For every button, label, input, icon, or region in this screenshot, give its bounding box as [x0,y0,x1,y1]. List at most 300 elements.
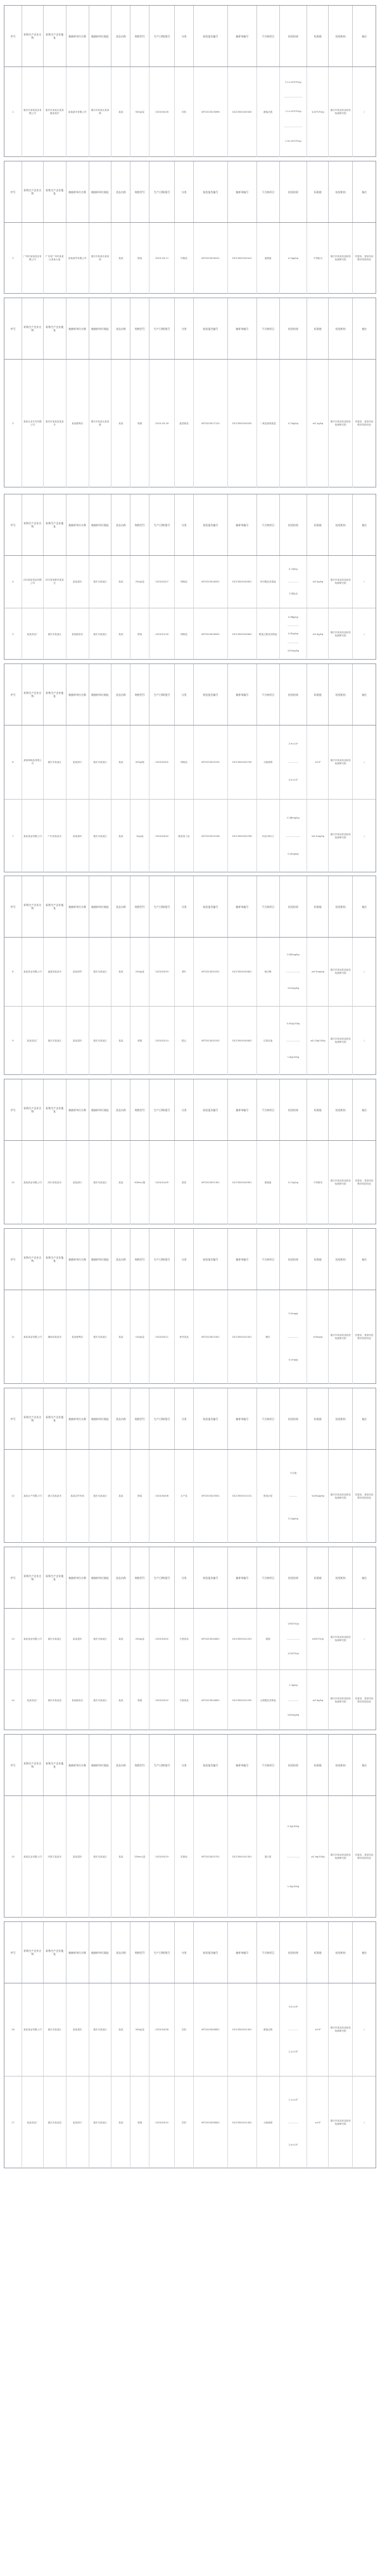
cell-sample-no: DC23500100802 [228,1007,257,1075]
cell-report: WT2023019106 [194,800,228,873]
table-row [4,1609,376,1670]
cell-spec: 散装 [130,608,149,660]
table-row [4,360,376,487]
cell-report: WT2023018002 [194,608,228,660]
column-header: 被抽样单位名称 [66,1229,89,1290]
column-header: 食品名称 [111,1388,130,1449]
cell-item: 菌落总数 [257,1983,280,2076]
cell-lab: 重庆市食品药品检验检测研究院 [329,1796,353,1918]
cell-sampled-addr: 重庆市某某区 [89,608,112,660]
column-header: 标准值 [307,6,329,66]
cell-sampled: 某某商行 [66,726,89,799]
cell-lab: 重庆市食品药品检验检测研究院 [329,556,353,608]
column-header: 食品名称 [111,1079,130,1140]
column-header: 生产日期/批号 [149,6,175,66]
column-header: 检验机构 [329,161,353,222]
cell-address: 重庆市某某县 [44,2077,66,2169]
table-header [4,1922,376,1983]
report-table [4,1228,376,1384]
column-header: 检验报告编号 [194,1922,228,1983]
table-header [4,298,376,360]
column-header: 序号 [4,1547,22,1608]
cell-company: 某某食品有限公司 [22,1983,44,2076]
cell-date: 2023/03/02 [149,1609,175,1669]
result-value: 140mg/kg [287,1713,300,1716]
column-header: 生产日期/批号 [149,494,175,555]
cell-address: 福建省某某市 [44,938,66,1006]
cell-sampled: 某某商贸有限公司 [66,223,89,294]
column-header: 被抽样单位地址 [89,664,112,725]
cell-cat: 酒类 [175,1141,194,1224]
cell-sampled: 某某农贸市场 [66,1450,89,1543]
cell-cat: 乳制品 [175,1796,194,1918]
column-header: 抽样单编号 [228,494,257,555]
cell-report: WT2023024602 [194,1670,228,1731]
result-value: 0.81g/kg [288,626,299,643]
cell-no: 10 [4,1141,22,1224]
column-header: 标称生产企业名称 [22,1388,44,1449]
column-header: 序号 [4,664,22,725]
cell-std: ≤0.25g/100g [307,1007,329,1075]
result-value: 1.9g/100g [287,1885,300,1888]
cell-std: ≤0.5g/kg [307,556,329,608]
cell-sample-no: DC23500101101 [228,1450,257,1543]
cell-cat: 调味品 [175,556,194,608]
cell-no: 7 [4,800,22,873]
cell-date: 2023-03-18 [149,360,175,487]
cell-company: 某某调味品有限公司 [22,726,44,799]
column-header: 检验机构 [329,298,353,359]
cell-cat: 调味品 [175,726,194,799]
cell-food: 某某 [111,1450,130,1543]
column-header: 检验结果 [280,1229,308,1290]
result-cell [280,1450,308,1543]
column-header: 被抽样单位名称 [66,1735,89,1795]
column-header: 标准值 [307,1079,329,1140]
column-header: 标准值 [307,664,329,725]
column-header: 被抽样单位名称 [66,664,89,725]
result-value: 110CFU/g [288,1652,299,1655]
cell-item: 霉菌 [257,1609,280,1669]
cell-food: 某某 [111,223,130,294]
cell-std: ≤10⁴ [307,1983,329,2076]
cell-spec: 称重 [130,2077,149,2169]
cell-report: WT2023022401 [194,1290,228,1384]
cell-sample-no: DC23500100345 [228,67,257,157]
column-header: 标称生产企业地址 [44,161,66,222]
cell-address: 重庆市某某区 [44,726,66,799]
cell-address: 四川省某某市 [44,1141,66,1224]
column-header: 标称生产企业名称 [22,664,44,725]
cell-sampled-addr: 重庆市某某区 [89,1290,112,1384]
cell-item: 苯甲酸及其钠盐 [257,556,280,608]
cell-food: 某某 [111,67,130,157]
cell-company: 某某乳业有限公司 [22,1796,44,1918]
cell-item: 氯霉素 [257,223,280,294]
cell-cat: 肉制品 [175,223,194,294]
cell-no: 12 [4,1450,22,1543]
result-value: 0.25g/kg [288,422,298,425]
cell-address: 重庆市某某县某某乡 [44,360,66,487]
column-header: 生产日期/批号 [149,1735,175,1795]
cell-spec: 1kg/袋 [130,800,149,873]
column-header: 生产日期/批号 [149,664,175,725]
result-value: 1.1×10³ [288,2078,299,2123]
result-value: 120mg/kg [287,986,300,990]
table-header [4,876,376,938]
column-header: 备注 [362,34,367,38]
cell-company: 四川某某食品有限公司 [22,556,44,608]
cell-std: 不得使用 [307,1141,329,1224]
cell-food: 某某 [111,2077,130,2169]
cell-sampled: 某某酒行 [66,1141,89,1224]
column-header: 检验机构 [329,6,353,66]
column-header: 检验机构 [329,1547,353,1608]
column-header: 不合格项目 [257,6,280,66]
cell-cat: 茶叶 [175,938,194,1006]
cell-no: 8 [4,938,22,1006]
column-header: 序号 [4,1388,22,1449]
cell-sample-no: DC23500100801 [228,938,257,1006]
result-cell [280,1007,308,1075]
column-header: 抽样单编号 [228,1229,257,1290]
report-table [4,494,376,660]
column-header: 检验结果 [280,664,308,725]
cell-sampled: 某某便利店 [66,1290,89,1384]
column-header: 规格型号 [130,1388,149,1449]
cell-item: 铅(以Pb计) [257,800,280,873]
cell-spec: 500g/袋 [130,67,149,157]
cell-address: 重庆市某某县 [44,1670,66,1731]
cell-std: ≤0.5mg/kg [307,938,329,1006]
column-header: 食品名称 [111,1922,130,1983]
cell-address: 四川省成都市某某区 [44,556,66,608]
cell-note: / [364,1039,365,1042]
cell-company: 某某食品厂 [22,1007,44,1075]
table-header [4,1547,376,1609]
cell-lab: 重庆市食品药品检验检测研究院 [329,360,353,487]
table-header [4,664,376,726]
cell-food: 某某 [111,608,130,660]
cell-spec: 散装 [130,1450,149,1543]
cell-sampled: 某某超市 [66,556,89,608]
cell-food: 某某 [111,726,130,799]
column-header: 被抽样单位地址 [89,494,112,555]
table-header [4,1735,376,1796]
column-header: 检验机构 [329,494,353,555]
column-header: 检验报告编号 [194,1735,228,1795]
result-value: 2.3g/100g [287,1797,300,1857]
cell-food: 某某 [111,938,130,1006]
cell-food: 某某 [111,1141,130,1224]
column-header: 标准值 [307,1547,329,1608]
column-header: 规格型号 [130,876,149,937]
cell-sample-no: DC23500100601 [228,556,257,608]
column-header: 生产日期/批号 [149,1229,175,1290]
column-header: 食品名称 [111,1735,130,1795]
column-header: 检验机构 [329,664,353,725]
cell-item: 山梨酸及其钾盐 [257,1670,280,1731]
cell-date: 2023/04/06 [149,1450,175,1543]
cell-address: 重庆市某某区 [44,1609,66,1669]
column-header: 分类 [175,876,194,937]
cell-item: 酸价 [257,1290,280,1384]
cell-no: 4 [4,556,22,608]
column-header: 规格型号 [130,494,149,555]
column-header: 检验结果 [280,298,308,359]
report-table [4,663,376,872]
cell-address: 重庆市某某区 [44,1007,66,1075]
cell-date: 2023/05/19 [149,1796,175,1918]
cell-sampled-addr: 重庆市某某区 [89,2077,112,2169]
column-header: 检验结果 [280,1922,308,1983]
cell-item: 二氧化硫残留量 [257,360,280,487]
column-header: 检验报告编号 [194,494,228,555]
cell-date: 2023/05/26 [149,67,175,157]
cell-company: 某某食品有限公司 [22,1290,44,1384]
cell-food: 某某 [111,556,130,608]
column-header: 被抽样单位名称 [66,298,89,359]
result-cell [280,1670,308,1731]
report-table [4,1388,376,1543]
table-header [4,161,376,223]
cell-lab: 重庆市食品药品检验检测研究院 [329,1983,353,2076]
column-header: 标称生产企业名称 [22,298,44,359]
cell-sampled-addr: 重庆市某某区 [89,1670,112,1731]
cell-sampled-addr: 重庆市某某区 [89,938,112,1006]
cell-sampled: 某某超市 [66,1609,89,1669]
cell-std: ≤0.5g/kg [307,608,329,660]
result-value: 不合格 [289,1451,298,1497]
cell-report: WT2023019105 [194,726,228,799]
cell-food: 某某 [111,1796,130,1918]
report-table [4,161,376,294]
cell-date: 2023/02/14 [149,1007,175,1075]
column-header: 序号 [4,298,22,359]
column-header: 标称生产企业地址 [44,6,66,66]
column-header: 分类 [175,298,194,359]
result-cell [280,1983,308,2076]
cell-sampled-addr: 重庆市某某区 [89,556,112,608]
cell-std: 不得检出 [307,223,329,294]
column-header: 不合格项目 [257,664,280,725]
result-value: 3.5×10⁴ [288,1985,299,2030]
column-header: 分类 [175,1079,194,1140]
column-header: 标称生产企业名称 [22,1922,44,1983]
cell-std: ≤10² [307,2077,329,2169]
result-value: 2.0×10² [288,2144,298,2147]
cell-no: 16 [4,1983,22,2076]
cell-item: 过氧化值 [257,1007,280,1075]
cell-sample-no: DC23500101402 [228,2077,257,2169]
cell-date: 2023/02/07 [149,556,175,608]
column-header: 被抽样单位名称 [66,494,89,555]
column-header: 标称生产企业地址 [44,494,66,555]
cell-address: 重庆市某某区某某镇某某村 [44,67,66,157]
column-header: 被抽样单位名称 [66,161,89,222]
column-header: 分类 [175,6,194,66]
column-header: 序号 [4,1229,22,1290]
cell-address: 湖南省某某市 [44,1290,66,1384]
result-value: 7.1×10⁴CFU/g [284,97,301,127]
cell-sampled-addr: 重庆市某某区 [89,726,112,799]
cell-sampled-addr: 重庆市某某区 [89,800,112,873]
column-header: 被抽样单位地址 [89,1547,112,1608]
cell-no: 6 [4,726,22,799]
column-header: 不合格项目 [257,876,280,937]
column-header: 分类 [175,1547,194,1608]
column-header: 检验机构 [329,876,353,937]
column-header: 被抽样单位名称 [66,1547,89,1608]
cell-note: / [364,760,365,763]
cell-std: ≤10² [307,726,329,799]
cell-sampled: 某某便利店 [66,360,89,487]
cell-address: 重庆市某某区 [44,608,66,660]
table-row [4,800,376,873]
cell-company: 广州市某某食品有限公司 [22,223,44,294]
cell-note: / [364,2028,365,2031]
column-header: 被抽样单位名称 [66,1388,89,1449]
column-header: 分类 [175,1735,194,1795]
cell-cat: 水产品 [175,1450,194,1543]
cell-no: 11 [4,1290,22,1384]
cell-company: 某某茶业有限公司 [22,938,44,1006]
cell-note: 经复检，复检结论维持初检结论 [355,1179,374,1185]
column-header: 不合格项目 [257,1388,280,1449]
result-value: 4.1mg/g [288,1358,298,1361]
column-header: 不合格项目 [257,1547,280,1608]
cell-cat: 饮料 [175,67,194,157]
column-header: 食品名称 [111,1229,130,1290]
cell-date: 2023/01/16 [149,608,175,660]
cell-note: 经复检，复检结论维持初检结论 [355,1697,374,1703]
cell-food: 某某 [111,1609,130,1669]
column-header: 标称生产企业地址 [44,1079,66,1140]
cell-sample-no: DC23500100520 [228,360,257,487]
column-header: 被抽样单位名称 [66,6,89,66]
result-value: 120mg/kg [287,649,300,652]
cell-sampled-addr: 重庆市某某区 [89,1609,112,1669]
cell-std: ≤0.2mg/kg [307,800,329,873]
cell-spec: 250g/袋 [130,556,149,608]
column-header: 备注 [362,1257,367,1261]
column-header: 抽样单编号 [228,664,257,725]
cell-no: 3 [4,360,22,487]
result-value: 4.5×10² [288,778,298,781]
column-header: 食品名称 [111,494,130,555]
result-cell [280,556,308,608]
column-header: 标准值 [307,1388,329,1449]
column-header: 标称生产企业名称 [22,1229,44,1290]
cell-sampled: 某某超市 [66,1983,89,2076]
column-header: 检验报告编号 [194,1079,228,1140]
column-header: 检验报告编号 [194,161,228,222]
column-header: 抽样单编号 [228,1079,257,1140]
column-header: 序号 [4,161,22,222]
table-row [4,1290,376,1384]
column-header: 抽样单编号 [228,1735,257,1795]
cell-note: / [364,834,365,838]
cell-lab: 重庆市食品药品检验检测研究院 [329,1290,353,1384]
column-header: 规格型号 [130,1735,149,1795]
column-header: 不合格项目 [257,298,280,359]
table-header [4,6,376,67]
column-header: 检验机构 [329,1079,353,1140]
cell-company: 某某食品厂 [22,2077,44,2169]
cell-address: 浙江省某某市 [44,1450,66,1543]
column-header: 食品名称 [111,298,130,359]
cell-no: 1 [4,67,22,157]
column-header: 检验报告编号 [194,876,228,937]
result-cell [280,800,308,873]
cell-date: 2023/04/20 [149,800,175,873]
cell-sample-no: DC23500100602 [228,608,257,660]
column-header: 分类 [175,1922,194,1983]
cell-item: 蛋白质 [257,1796,280,1918]
cell-cat: 调味品 [175,608,194,660]
cell-lab: 重庆市食品药品检验检测研究院 [329,726,353,799]
column-header: 分类 [175,494,194,555]
cell-sampled-addr: 重庆市某某区 [89,1141,112,1224]
cell-lab: 重庆市食品药品检验检测研究院 [329,223,353,294]
cell-sample-no: DC23500101001 [228,1290,257,1384]
cell-report: WT2023024601 [194,1609,228,1669]
cell-sampled: 某某商贸 [66,938,89,1006]
column-header: 被抽样单位地址 [89,6,112,66]
cell-note: 经复检，复检结论维持初检结论 [355,255,374,261]
cell-company: 某某食品有限公司 [22,800,44,873]
cell-std: ≤3mg/g [307,1290,329,1384]
cell-sample-no: DC23500100901 [228,1141,257,1224]
cell-sample-no: DC23500100706 [228,800,257,873]
column-header: 分类 [175,664,194,725]
column-header: 食品名称 [111,161,130,222]
cell-item: 大肠菌群 [257,2077,280,2169]
column-header: 标称生产企业地址 [44,1229,66,1290]
cell-company: 重庆市某某食品有限公司 [22,67,44,157]
cell-date: 2023/02/22 [149,1670,175,1731]
cell-sampled: 某某超市 [66,800,89,873]
column-header: 检验机构 [329,1735,353,1795]
result-value: 0.7g/kg [288,557,298,582]
column-header: 序号 [4,494,22,555]
result-cell [280,608,308,660]
report-table [4,298,376,487]
column-header: 标准值 [307,1229,329,1290]
column-header: 标称生产企业地址 [44,876,66,937]
cell-no: 14 [4,1670,22,1731]
cell-cat: 炒货食品 [175,1290,194,1384]
table-row [4,938,376,1007]
result-value: 2.1×10⁴CFU/g [284,68,301,97]
column-header: 序号 [4,1079,22,1140]
column-header: 标称生产企业名称 [22,494,44,555]
column-header: 生产日期/批号 [149,876,175,937]
cell-report: WT2023026801 [194,1983,228,2076]
cell-no: 5 [4,608,22,660]
cell-sample-no: DC23500100705 [228,726,257,799]
cell-food: 某某 [111,1670,130,1731]
report-table [4,5,376,157]
result-value: 1.2×10⁴ [288,2051,298,2054]
column-header: 被抽样单位名称 [66,876,89,937]
column-header: 生产日期/批号 [149,161,175,222]
column-header: 标称生产企业地址 [44,1547,66,1608]
cell-company: 某某食品厂 [22,1670,44,1731]
cell-cat: 方便食品 [175,1609,194,1669]
cell-std: ≤10⁴CFU/g [307,67,329,157]
cell-spec: 200g/袋 [130,1609,149,1669]
